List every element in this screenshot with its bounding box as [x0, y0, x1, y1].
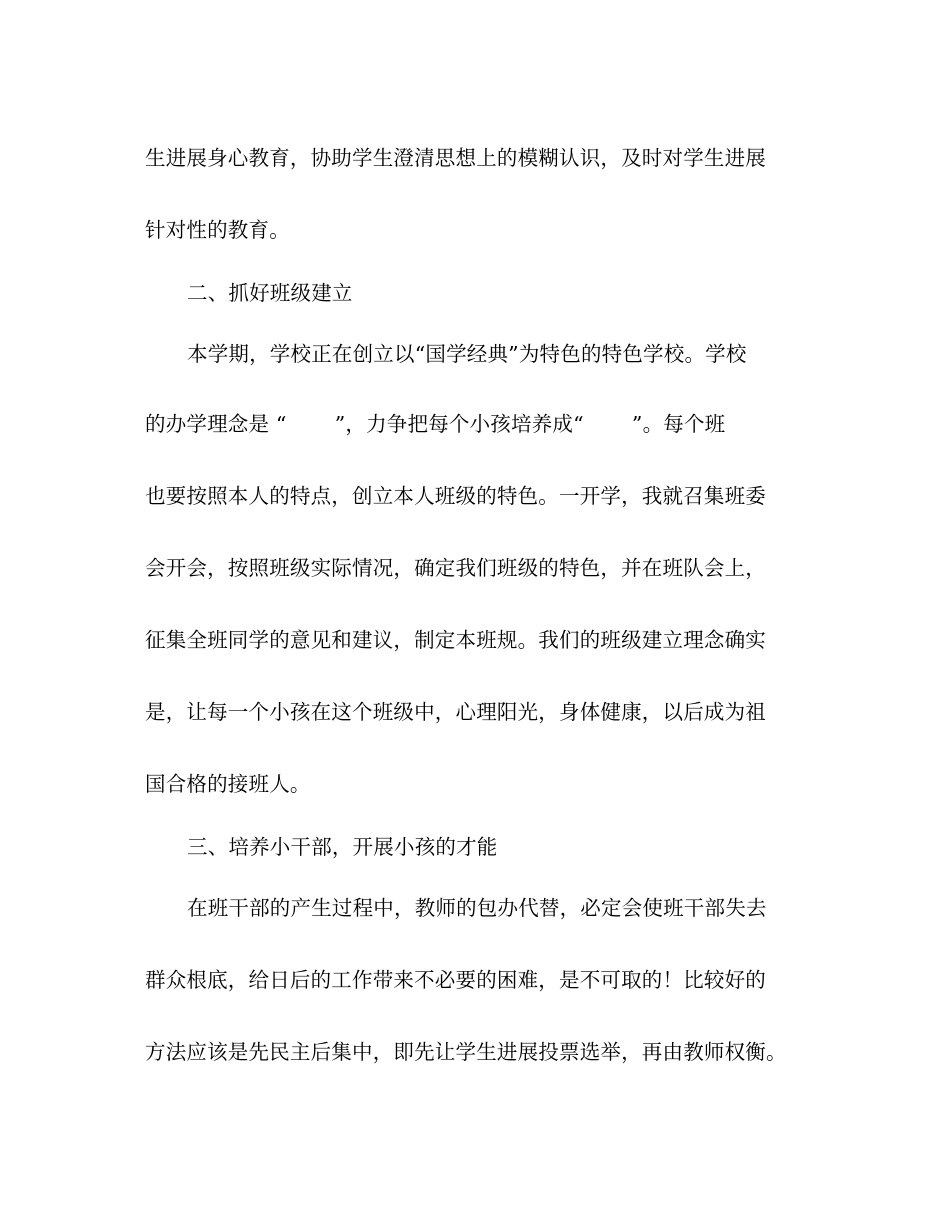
body-text-line: 征集全班同学的意见和建议，制定本班规。我们的班级建立理念确实 — [145, 628, 766, 652]
body-text-line: 方法应该是先民主后集中，即先让学生进展投票选举，再由教师权衡。 — [145, 1040, 787, 1064]
section-heading: 二、抓好班级建立 — [187, 281, 353, 305]
body-text-line: 国合格的接班人。 — [145, 772, 311, 796]
body-text-line: 针对性的教育。 — [145, 218, 290, 242]
section-heading: 三、培养小干部，开展小孩的才能 — [187, 835, 498, 859]
paragraph-first-line: 本学期，学校正在创立以“国学经典”为特色的特色学校。学校 — [187, 342, 747, 366]
body-text-line: 是，让每一个小孩在这个班级中，心理阳光，身体健康，以后成为祖 — [145, 700, 766, 724]
paragraph-first-line: 在班干部的产生过程中，教师的包办代替，必定会使班干部失去 — [187, 896, 767, 920]
body-text-line: 的办学理念是 “ ”，力争把每个小孩培养成“ ”。每个班 — [145, 412, 726, 436]
body-text-line: 生进展身心教育，协助学生澄清思想上的模糊认识，及时对学生进展 — [145, 146, 766, 170]
body-text-line: 会开会，按照班级实际情况，确定我们班级的特色，并在班队会上， — [145, 556, 766, 580]
body-text-line: 群众根底，给日后的工作带来不必要的困难，是不可取的！比较好的 — [145, 968, 766, 992]
body-text-line: 也要按照本人的特点，创立本人班级的特色。一开学，我就召集班委 — [145, 484, 766, 508]
